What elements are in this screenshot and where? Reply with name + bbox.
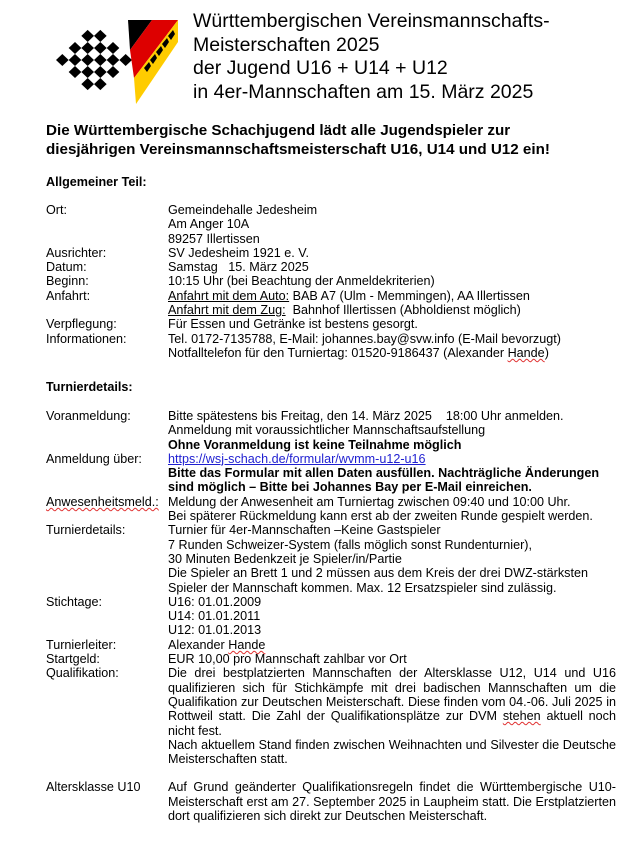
- stichtag-u16: U16: 01.01.2009: [168, 594, 262, 609]
- chessboard-square: [94, 54, 107, 66]
- quali-stehen: stehen: [502, 709, 541, 724]
- invitation-text: [46, 121, 616, 159]
- ort-line: 89257 Illertissen: [168, 231, 260, 246]
- quali-paragraph-2: Nach aktuellem Stand finden zwischen Weihnachten und Silvester die Deutsche Meisterschaften statt.: [168, 737, 616, 767]
- verpflegung-label: Verpflegung:: [46, 317, 117, 332]
- verpflegung-row: [46, 317, 616, 331]
- leiter-first-name: Alexander: [168, 637, 229, 652]
- datum-label: Datum:: [46, 260, 87, 275]
- ort-row: [46, 203, 616, 246]
- leiter-row: [46, 638, 616, 652]
- ausrichter-row: [46, 246, 616, 260]
- chessboard-square: [107, 54, 120, 66]
- title-line-4: in 4er-Mannschaften am 15. März 2025: [193, 80, 534, 103]
- registration-link[interactable]: https://wsj-schach.de/formular/wvmm-u12-u16: [168, 451, 426, 466]
- ausrichter-value: SV Jedesheim 1921 e. V.: [168, 245, 309, 260]
- anmeldung-changes: sind möglich – Bitte bei Johannes Bay per E-Mail einreichen.: [168, 480, 532, 495]
- startgeld-label: Startgeld:: [46, 652, 100, 667]
- chessboard-square: [69, 42, 82, 54]
- emergency-close-paren: ): [544, 345, 549, 360]
- chessboard-square: [107, 66, 120, 78]
- details-line: Die Spieler an Brett 1 und 2 müssen aus dem Kreis der drei DWZ-stärksten: [168, 566, 588, 581]
- details-label: Turnierdetails:: [46, 523, 126, 538]
- intro-line-2: diesjährigen Vereinsmannschaftsmeisterschaft U16, U14 und U12 ein!: [46, 141, 550, 158]
- title-line-1: Württembergischen Vereinsmannschafts-: [193, 10, 550, 32]
- chessboard-square: [81, 66, 94, 78]
- ort-label: Ort:: [46, 203, 67, 217]
- voranmeldung-warning: Ohne Voranmeldung ist keine Teilnahme möglich: [168, 437, 462, 452]
- chessboard-square: [94, 66, 107, 78]
- emergency-contact-name: Hande: [507, 345, 545, 360]
- ausrichter-label: Ausrichter:: [46, 245, 107, 260]
- startgeld-row: [46, 652, 616, 666]
- voranmeldung-label: Voranmeldung:: [46, 409, 131, 423]
- info-row: [46, 332, 616, 361]
- stichtag-u12: U12: 01.01.2013: [168, 623, 262, 638]
- tournament-heading: Turnierdetails:: [46, 380, 133, 394]
- quali-row: [46, 666, 616, 766]
- stichtag-u14: U14: 01.01.2011: [168, 609, 261, 624]
- anfahrt-zug-text: Bahnhof Illertissen (Abholdienst möglich): [285, 303, 521, 318]
- beginn-label: Beginn:: [46, 274, 89, 289]
- title-line-3: der Jugend U16 + U14 + U12: [193, 57, 448, 79]
- details-line: 30 Minuten Bedenkzeit je Spieler/in/Partie: [168, 551, 402, 566]
- voranmeldung-row: [46, 409, 616, 452]
- chessboard-square: [107, 42, 120, 54]
- general-heading: Allgemeiner Teil:: [46, 175, 147, 189]
- chessboard-square: [81, 78, 94, 90]
- quali-text: Die drei bestplatzierten Mannschaften der Altersklasse U12, U14 und U16 qualifizieren sich für Stichkämpfe mit drei badischen Mannschaften um die Qualifikation zur Deutschen Meisterschaft. Diese finden vom 04.-06. Juli 2025 in Rottweil statt. Die Zahl der Qualifikationsplätze zur DVM: [168, 666, 616, 724]
- chessboard-square: [69, 54, 82, 66]
- anfahrt-row: [46, 289, 616, 318]
- chessboard-square: [94, 42, 107, 54]
- stichtage-label: Stichtage:: [46, 594, 103, 609]
- page-title: [193, 10, 618, 104]
- u10-row: [46, 780, 616, 823]
- ort-line: Am Anger 10A: [168, 217, 250, 232]
- details-line: Turnier für 4er-Mannschaften –Keine Gastspieler: [168, 523, 441, 538]
- anfahrt-zug-link[interactable]: Anfahrt mit dem Zug:: [168, 303, 286, 318]
- emergency-phone: Notfalltelefon für den Turniertag: 01520-9186437 (Alexander: [168, 345, 508, 360]
- chessboard-square: [81, 30, 94, 42]
- title-line-2: Meisterschaften 2025: [193, 33, 380, 56]
- details-line: 7 Runden Schweizer-System (falls möglich sonst Rundenturnier),: [168, 537, 532, 552]
- anmeldung-instruction: Bitte das Formular mit allen Daten ausfüllen. Nachträgliche Änderungen: [168, 466, 600, 481]
- u10-text: Auf Grund geänderter Qualifikationsregeln findet die Württembergische U10-Meisterschaft erst am 27. September 2025 in Laupheim statt. Die Erstplatzierten dort qualifizieren sich direkt zur Deutschen Meisterschaft.: [168, 780, 616, 824]
- anwesenheit-late: Bei späterer Rückmeldung kann erst ab der zweiten Runde gespielt werden.: [168, 509, 593, 524]
- chessboard-square: [94, 78, 107, 90]
- chessboard-square: [81, 42, 94, 54]
- chessboard-square: [119, 54, 132, 66]
- quali-paragraph-1: [168, 666, 616, 737]
- voranmeldung-note: Anmeldung mit voraussichtlicher Mannschaftsaufstellung: [168, 423, 486, 438]
- stichtage-row: [46, 595, 616, 638]
- chessboard-square: [94, 30, 107, 42]
- info-contact: Tel. 0172-7135788, E-Mail: johannes.bay@svw.info (E-Mail bevorzugt): [168, 331, 561, 346]
- anmeldung-label: Anmeldung über:: [46, 451, 142, 466]
- general-section: [46, 203, 616, 360]
- details-line: Spieler der Mannschaft kommen. Max. 12 Ersatzspieler sind zulässig.: [168, 580, 557, 595]
- anfahrt-auto-link[interactable]: Anfahrt mit dem Auto:: [168, 288, 290, 303]
- details-row: [46, 523, 616, 594]
- anwesenheit-row: [46, 495, 616, 524]
- voranmeldung-deadline: Bitte spätestens bis Freitag, den 14. März 2025 18:00 Uhr anmelden.: [168, 409, 564, 423]
- anwesenheit-label: Anwesenheitsmeld.:: [46, 494, 159, 509]
- startgeld-value: EUR 10,00 pro Mannschaft zahlbar vor Ort: [168, 652, 407, 667]
- anmeldung-row: [46, 452, 616, 495]
- datum-row: [46, 260, 616, 274]
- verpflegung-value: Für Essen und Getränke ist bestens gesorgt.: [168, 317, 418, 332]
- anfahrt-label: Anfahrt:: [46, 288, 91, 303]
- wuerttemberg-chess-logo: [54, 12, 178, 108]
- beginn-row: [46, 274, 616, 288]
- leiter-last-name: Hande: [228, 637, 266, 652]
- quali-label: Qualifikation:: [46, 666, 119, 681]
- chessboard-square: [81, 54, 94, 66]
- info-label: Informationen:: [46, 331, 127, 346]
- leiter-label: Turnierleiter:: [46, 637, 117, 652]
- chessboard-square: [69, 66, 82, 78]
- intro-line-1: Die Württembergische Schachjugend lädt alle Jugendspieler zur: [46, 122, 511, 139]
- beginn-value: 10:15 Uhr (bei Beachtung der Anmeldekriterien): [168, 274, 435, 289]
- anwesenheit-time: Meldung der Anwesenheit am Turniertag zwischen 09:40 und 10:00 Uhr.: [168, 494, 571, 509]
- quali-text-end: aktuell noch nicht fest.: [168, 709, 616, 738]
- u10-label: Altersklasse U10: [46, 780, 141, 795]
- anfahrt-auto-text: BAB A7 (Ulm - Memmingen), AA Illertissen: [289, 288, 530, 303]
- ort-line: Gemeindehalle Jedesheim: [168, 203, 318, 217]
- datum-value: Samstag 15. März 2025: [168, 260, 309, 275]
- tournament-section: [46, 409, 616, 823]
- chessboard-square: [56, 54, 69, 66]
